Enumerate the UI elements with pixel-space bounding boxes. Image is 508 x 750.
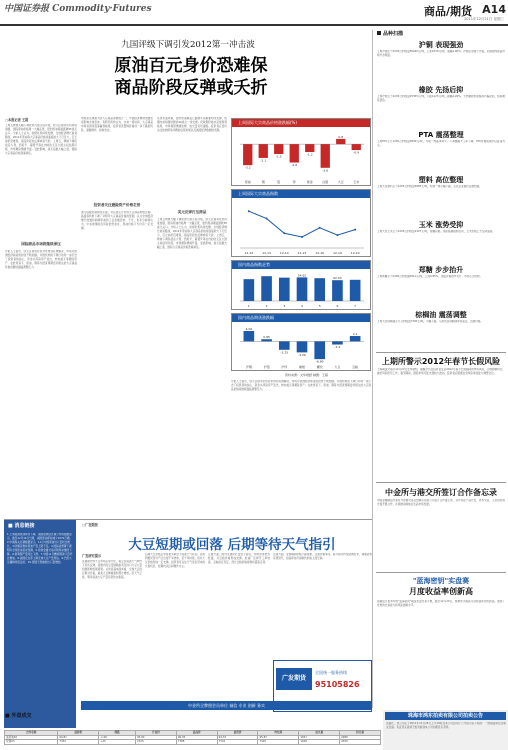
lead-byline: □本报记者 王超 <box>5 118 29 122</box>
chart-bar <box>279 341 290 349</box>
table-cell: 94.81 <box>58 735 99 740</box>
chart-data-label: -3.6 <box>322 168 329 173</box>
chart-tick-label: 黄金 <box>306 180 313 184</box>
right-divider <box>376 572 506 573</box>
chart-point <box>354 229 356 231</box>
chart-tick-label: 螺纹 <box>316 365 323 369</box>
table-cell: 1651 <box>299 735 340 740</box>
chart-tick-label: 玉米 <box>353 180 360 184</box>
commodity-item-title: 棕榈油 震荡调整 <box>415 311 467 319</box>
commodity-item-body: 上周沪胶主力1205合约收盘25355元/吨，下跌1125元/吨，跌幅4.26%。天然橡胶供需格局仍偏宽松，短期难有起色。 <box>377 95 505 102</box>
lead-headline <box>30 55 352 99</box>
chart-plot <box>232 322 370 370</box>
chart-tick-label: 沪铜 <box>245 365 252 369</box>
lower-body-3: 豆粕方面，国内生猪存栏量处于高位，饲料需求较为旺盛，对豆粕价格形成支撑。但油厂压榨开工率较高，豆粕供应充足，预计豆粕价格将维持震荡走势。 <box>208 553 270 564</box>
page-header <box>0 0 508 26</box>
news-3-body: 由期货日报举办的"蓝海密钥"期货实盘交易大赛，截至12月20日，参赛选手最高月度收益率创出新高，展现了优秀的交易能力和风险控制水平。 <box>377 600 505 607</box>
right-divider <box>376 352 506 353</box>
table-cell: 7325 <box>136 740 177 745</box>
table-header-cell: 最新价 <box>58 731 99 736</box>
chart-tick-label: 12-14 <box>279 251 289 255</box>
chart-point <box>283 232 285 234</box>
chart-tick-label: 12-19 <box>333 251 342 255</box>
lead-subhead-1: 国际商品市场将继续承压 <box>21 242 61 246</box>
chart-bar <box>321 144 330 168</box>
section-title: 商品/期货 <box>423 5 472 18</box>
commodity-item-body: 上周PTA主力1205合约收盘8290元/吨，与前一周基本持平。下游聚酯开工率下降，PTA价格短期仍以震荡为主。 <box>377 140 505 147</box>
chart-tick-label: 3 <box>283 304 286 308</box>
chart-title: 国内商品期货涨跌幅 <box>232 314 370 322</box>
right-box-title <box>377 30 403 37</box>
chart-plot <box>232 269 370 309</box>
chart-bar <box>350 280 361 301</box>
lower-body-1: 近期国内外大豆市场走势分化，美豆在南美天气炒作下有所反弹，而国内连豆受国储拍卖及进口大豆大量到港影响表现疲弱。从供需基本面来看，全球大豆供应相对充裕，南美大豆种植面积预计增加，若天气正常，明年南美大豆产量有望创出新高。 <box>82 560 142 579</box>
chart-bar <box>259 144 268 158</box>
chart-bar <box>244 331 255 341</box>
chart-tick-label: 12-15 <box>297 251 307 255</box>
chart-bar <box>297 277 308 301</box>
table-header-cell: 涨跌 <box>99 731 136 736</box>
page-number: A14 <box>482 3 506 16</box>
table-row <box>5 740 381 745</box>
issue-date: 2011年12月21日 星期三 <box>464 17 504 21</box>
chart-bar <box>352 144 361 150</box>
chart-domestic-change <box>231 313 371 371</box>
chart-tick-label: 7 <box>354 304 357 308</box>
chart-data-label: -0.9 <box>353 150 360 155</box>
lower-body-2: 后期大豆价格走势将更多取决于南美天气状况。目前阿根廷部分产区出现干旱迹象，若干旱持续，将对大豆价格形成一定支撑。投资者可关注天气变化带来的交易机会，短期内以区间操作为主。 <box>145 553 205 568</box>
lead-body-col2: 中国是全球最大的大宗商品消费国之一，中国经济增速放缓也将影响全球需求。有研究机构认为，未来一段时间，大宗商品市场将延续震荡偏弱格局，投资者需警惕价格进一步下跌的风险，谨慎操作，控制仓位。 <box>81 117 153 132</box>
chart-bar <box>336 139 345 144</box>
chart-bar <box>332 280 343 301</box>
square-icon <box>377 31 381 35</box>
chart-title: 国内商品指数走势 <box>232 261 370 269</box>
lower-byline: 广发研究提示 <box>82 554 102 558</box>
chart-data-label: 62.03 <box>333 276 342 281</box>
commodity-item-title: 塑料 高位整理 <box>418 176 464 184</box>
chart-data-label: 4.06 <box>245 326 253 331</box>
chart-bar <box>314 278 325 301</box>
ad-slogan: 中金所全牌照会员单位 诚信 专业 创新 务实 <box>81 701 372 710</box>
masthead: 中国证券报 Commodity·Futures <box>4 4 152 14</box>
chart-data-label: -1.2 <box>334 345 341 350</box>
chart-bar <box>305 144 314 152</box>
chart-data-label: -3.2 <box>244 165 251 170</box>
lead-body-col2b: 美元指数近期持续走强，对以美元计价的大宗商品构成压制。高盛等机构下调了对明年大宗商品价格的预测，认为全球经济增长放缓将抑制原油和工业金属需求。不过，也有分析师认为，中东地缘政治风险依然存在，原油价格下方仍有一定支撑。 <box>81 211 153 230</box>
chart-data-label: -3.25 <box>280 350 289 355</box>
auction-title: 珠海市鸿东拍卖有限公司拍卖公告 <box>385 712 506 720</box>
table-header-cell: 最低价 <box>217 731 258 736</box>
chart-tick-label: 原油 <box>244 180 251 184</box>
lead-body-col3: 从技术面来看，纽约原油期货已跌破多条重要均线支撑，短期内或将继续测试90美元一线支撑。伦敦铜价格亦呈现弱势格局，市场观望情绪浓厚，成交量有所萎缩。投资者应密切关注欧洲债务问题的后续进展以及美国经济数据的表现。 <box>157 117 227 132</box>
commodity-item-body: 上周大连棕榈油主力合约收盘7390元/吨，小幅下跌。马来西亚棕榈油库存高企，压制价格。 <box>377 320 484 323</box>
commodity-item-body: 上周大连玉米主力1205合约收盘2327元/吨，涨幅有限。国家临储收购启动，玉米价格上方空间受限。 <box>377 230 495 233</box>
lead-body-col1b: 分析人士指出，欧元区债务危机并未得到有效解决，市场对欧洲经济前景的担忧不断加剧。评级机构的下调行动进一步打击了投资者的信心，资金从风险资产流出，转向美元等避险资产。在此背景下，原油、铜等与经济周期密切相关的大宗商品价格将继续面临调整压力。 <box>5 250 77 269</box>
headline-line-2: 商品阶段反弹或夭折 <box>114 78 268 98</box>
chart-tick-label: 白银 <box>322 180 329 184</box>
chart-title: 上周国际大宗商品指数 <box>232 190 370 198</box>
news-3-title: "蓝海密钥"实盘赛 <box>412 577 470 585</box>
table-header-cell: 昨结算 <box>258 731 299 736</box>
table-cell: 96.05 <box>176 735 217 740</box>
table-header-cell: 开盘价 <box>136 731 177 736</box>
table-cell: 7325 <box>258 740 299 745</box>
table-cell: 伦铜03 <box>5 740 58 745</box>
table-cell: 95.90 <box>136 735 177 740</box>
chart-commodity-index <box>231 189 371 257</box>
ad-hotline-label: 全国统一服务热线 <box>315 670 347 675</box>
commodity-item-body: 上周大连塑料主力1205合约收盘9985元/吨，较前一周小幅下跌。石化企业挺价意愿较强。 <box>377 185 482 188</box>
commodity-item-title: 橡胶 先扬后抑 <box>418 86 464 94</box>
chart-data-label: -1.5 <box>275 154 282 159</box>
chart-data-label: 0.85 <box>263 335 270 340</box>
commodity-item-body: 上周沪铜主力1203合约收盘56040元/吨，上涨2230元/吨，涨幅4.06%。沪铜走势强于外盘，近期国内现货市场升水明显。 <box>377 50 505 57</box>
chart-plot <box>232 198 370 256</box>
chart-bar <box>350 336 361 341</box>
market-table <box>4 730 381 748</box>
chart-data-label: -2.1 <box>260 158 267 163</box>
table-body <box>5 735 381 744</box>
chart-point <box>301 236 303 238</box>
ad-phone: 95105826 <box>315 680 360 689</box>
table-cell: 4350 <box>340 740 381 745</box>
chart-tick-label: 12-16 <box>315 251 325 255</box>
lead-subhead-2: 投资者关注避险资产价格走势 <box>93 203 141 207</box>
right-divider <box>376 482 506 483</box>
lower-body-4: 豆油方面，受棕榈油价格下跌拖累，豆油价格承压。春节前为传统消费旺季，油脂需求有望回升，但高库存仍将制约价格上涨空间。 <box>273 553 372 560</box>
chart-data-label: 0.8 <box>338 134 344 139</box>
lead-subhead-3: 美元反弹打压商品 <box>177 210 207 214</box>
commodity-item-title: 玉米 涨势受抑 <box>418 221 464 229</box>
chart-source: 资料来源：文华财经 制图：王超 <box>285 373 328 377</box>
chart-tick-label: 12-20 <box>350 251 360 255</box>
table-header-cell: 成交量 <box>299 731 340 736</box>
table-title: ■ 外盘成交 <box>5 713 32 719</box>
news-3-subtitle: 月度收益率创新高 <box>409 587 473 596</box>
chart-bar <box>244 279 255 301</box>
chart-tick-label: 铜 <box>261 180 265 184</box>
chart-tick-label: 5 <box>318 304 321 308</box>
headline-line-1: 原油百元身价恐难保 <box>114 56 268 76</box>
table-cell: 7388 <box>176 740 217 745</box>
chart-data-label: -2.8 <box>291 163 298 168</box>
table-cell: 94.33 <box>217 735 258 740</box>
chart-series-line <box>249 211 355 237</box>
chart-domestic-index <box>231 260 371 310</box>
table-header-cell: 持仓量 <box>340 731 381 736</box>
lead-kicker: 九国评级下调引发2012第一冲击波 <box>121 40 255 50</box>
chart-tick-label: 锌 <box>292 180 296 184</box>
chart-tick-label: 沪铝 <box>263 365 270 369</box>
table-cell: 7350 <box>58 740 99 745</box>
table-header-cell: 合约名称 <box>5 731 58 736</box>
lead-body-col3b: 上周五穆迪大幅下调欧洲九国主权评级，欧元区债务危机再度加剧，国际原油价格周一大幅走低，纽约原油期货跌破95美元关口。分析人士认为，欧债危机持续发酵，全球经济增长前景黯淡，2012年原油等大宗商品价格将面临较大下行压力，百元油价恐难保，商品阶段性反弹或将夭折。上周五，穆迪下调包括意大利、西班牙、葡萄牙等在内的欧元区九国主权信用评级，市场避险情绪升温。受此影响，美元指数大幅上涨，国际大宗商品价格普遍承压。 <box>157 218 227 249</box>
chart-tick-label: 铝 <box>277 180 281 184</box>
chart-tick-label: 橡胶 <box>298 365 306 369</box>
table-cell: 95.87 <box>258 735 299 740</box>
table-cell: +25 <box>99 740 136 745</box>
chart-tick-label: 豆粕 <box>352 365 359 369</box>
lower-kicker: □广发期货 <box>82 523 98 527</box>
chart-data-label: 2.1 <box>352 332 358 337</box>
right-box-label: 品种扫描 <box>383 31 404 37</box>
chart-bar <box>261 276 272 301</box>
lead-body-col1: 上周五穆迪大幅下调欧洲九国主权评级，欧元区债务危机再度加剧，国际原油价格周一大幅走低，纽约原油期货跌破95美元关口。分析人士认为，欧债危机持续发酵，全球经济增长前景黯淡，2012年原油等大宗商品价格将面临较大下行压力，百元油价恐难保，商品阶段性反弹或将夭折。上周五，穆迪下调包括意大利、西班牙、葡萄牙等在内的欧元区九国主权信用评级，市场避险情绪升温。受此影响，美元指数大幅上涨，国际大宗商品价格普遍承压。 <box>5 124 77 155</box>
chart-data-label: -4.26 <box>298 352 306 357</box>
chart-tick-label: 6 <box>336 304 339 308</box>
chart-commodity-change <box>231 118 371 186</box>
lower-headline: 大豆短期或回落 后期等待天气指引 <box>128 537 336 553</box>
chart-data-label: -1.2 <box>306 152 313 157</box>
chart-tick-label: 大豆 <box>334 365 341 369</box>
sidebar-title: ■ 消息链接 <box>8 523 35 529</box>
news-2-title: 中金所与港交所签订合作备忘录 <box>385 488 497 497</box>
chart-bar <box>274 144 283 154</box>
chart-tick-label: 沪锌 <box>281 365 288 369</box>
table-header-cell: 最高价 <box>176 731 217 736</box>
news-2-body: 中国金融期货交易所与香港交易及结算所有限公司签订合作备忘录，双方将在产品开发、技术交流、人员培训等方面开展合作，共同推动两地衍生品市场发展。 <box>377 499 505 506</box>
chart-tick-label: 4 <box>301 304 303 308</box>
news-1-body: 上海期货交易所12月20日发布通知，提醒会员及投资者注意2012年春节长假期间的市场风险，合理控制持仓，做好风险防范工作。春节期间，国际市场可能出现较大波动，投资者应根据自身风险承受能力调整仓位。 <box>377 368 505 375</box>
news-1-title: 上期所警示2012年春节长假风险 <box>381 357 501 366</box>
commodity-item-body: 上周郑糖主力1205合约收盘6811元/吨，上涨0.85%。现货价格稳中有升，市场心态好转。 <box>377 275 483 278</box>
chart-point <box>319 227 321 229</box>
chart-data-label: -6.89 <box>315 359 324 364</box>
auction-body: 受委托，我公司定于2011年12月28日上午10时在本公司拍卖厅公开拍卖以下标的：一批期货席位及相关设备。有意竞买者请于拍卖前到本公司办理竞买手续。 <box>386 722 506 729</box>
chart-bar <box>314 341 325 359</box>
table-cell: 7301 <box>217 740 258 745</box>
chart-bar <box>261 339 272 341</box>
chart-tick-label: 1 <box>247 304 250 308</box>
table-cell: 1028 <box>299 740 340 745</box>
table-cell: 美原油02 <box>5 735 58 740</box>
chart-bar <box>297 341 308 352</box>
chart-point <box>248 210 250 212</box>
chart-data-label: 54.62 <box>297 273 307 278</box>
chart-point <box>336 234 338 236</box>
chart-plot <box>232 127 370 185</box>
commodity-item-title: 沪铜 表现强劲 <box>418 41 464 49</box>
table-cell: 2980 <box>340 735 381 740</box>
chart-tick-label: 12-13 <box>262 251 271 255</box>
sidebar-body: 1.上周美国原油库存下降，美国能源信息署公布的数据显示，截至12月16日当周，美国原油库存减少1070万桶。2.中国海关总署数据显示，11月中国原油进口量同比增长。3.欧佩克维持原油产量上限不变。4.国际能源署下调明年全球原油需求预测。5.伦敦金属交易所铜库存继续下降。6.智利铜产量同比下滑。7.中国11月精炼铜进口量环比增加。8.美国农业部上调全球大豆产量预估。9.巴西大豆播种进度良好。10.泰国天然橡胶出口量增加。 <box>7 533 73 564</box>
chart-bar <box>290 144 299 162</box>
chart-bar <box>243 144 252 165</box>
gf-futures-logo: 广发期货 <box>276 668 312 690</box>
table-cell: -1.06 <box>99 735 136 740</box>
chart-title: 上周国际大宗商品价格涨跌幅(%) <box>232 119 370 127</box>
commodity-item-title: PTA 震荡整理 <box>418 131 464 139</box>
commodity-item-title: 郑糖 步步抬升 <box>418 266 464 274</box>
chart-bar <box>279 278 290 301</box>
chart-tick-label: 大豆 <box>337 180 344 184</box>
lead-body-col4: 分析人士指出，欧元区债务危机并未得到有效解决，市场对欧洲经济前景的担忧不断加剧。评级机构的下调行动进一步打击了投资者的信心，资金从风险资产流出，转向美元等避险资产。在此背景下，原油、铜等与经济周期密切相关的大宗商品价格将继续面临调整压力。 <box>231 380 371 391</box>
column-divider <box>372 30 373 708</box>
chart-tick-label: 12-12 <box>244 251 254 255</box>
chart-point <box>266 218 268 220</box>
chart-tick-label: 2 <box>265 304 268 308</box>
